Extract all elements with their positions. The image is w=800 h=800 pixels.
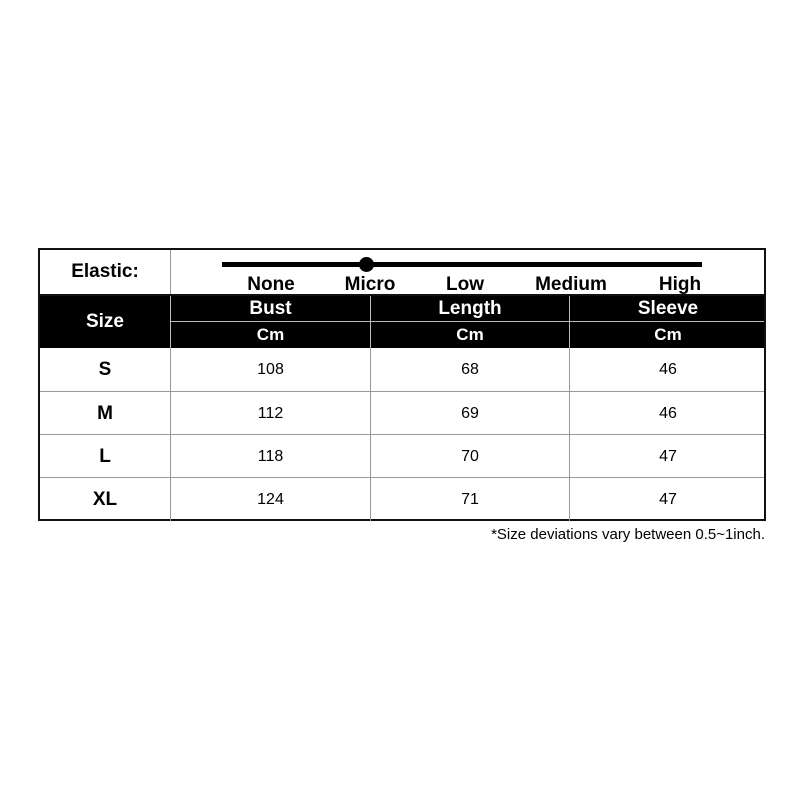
elastic-row [40, 250, 764, 296]
sleeve-cell: 46 [659, 360, 677, 378]
size-deviation-note: *Size deviations vary between 0.5~1inch. [491, 526, 765, 543]
column-unit-length: Cm [456, 325, 484, 344]
size-cell: XL [92, 488, 118, 510]
length-cell: 70 [461, 447, 479, 465]
bust-cell: 112 [257, 404, 284, 422]
table-row [40, 348, 764, 391]
column-header-sleeve: Sleeve [637, 297, 699, 319]
bust-cell: 124 [257, 490, 284, 508]
elastic-level-high: High [658, 274, 702, 295]
bust-cell: 118 [257, 447, 284, 465]
elastic-scale-knob [359, 257, 374, 272]
size-cell: L [99, 445, 111, 467]
column-unit-sleeve: Cm [654, 325, 682, 344]
bust-cell: 108 [257, 360, 284, 378]
sleeve-cell: 47 [659, 447, 677, 465]
elastic-label: Elastic: [71, 261, 139, 282]
table-row [40, 477, 764, 520]
size-header: Size [85, 311, 125, 332]
length-cell: 68 [461, 360, 479, 378]
sleeve-cell: 46 [659, 404, 677, 422]
elastic-level-medium: Medium [535, 274, 607, 295]
size-cell: M [97, 402, 113, 424]
length-cell: 71 [461, 490, 479, 508]
elastic-level-none: None [247, 274, 295, 295]
column-header-bust: Bust [249, 297, 292, 319]
table-row [40, 434, 764, 477]
elastic-divider [170, 250, 171, 294]
elastic-level-micro: Micro [344, 274, 396, 295]
size-cell: S [98, 358, 112, 380]
elastic-level-low: Low [446, 274, 484, 295]
elastic-scale-line [222, 262, 702, 267]
column-header-length: Length [438, 297, 502, 319]
sleeve-cell: 47 [659, 490, 677, 508]
column-unit-bust: Cm [256, 325, 285, 344]
length-cell: 69 [461, 404, 479, 422]
table-header [40, 296, 764, 348]
table-row [40, 391, 764, 434]
size-chart [38, 248, 766, 521]
